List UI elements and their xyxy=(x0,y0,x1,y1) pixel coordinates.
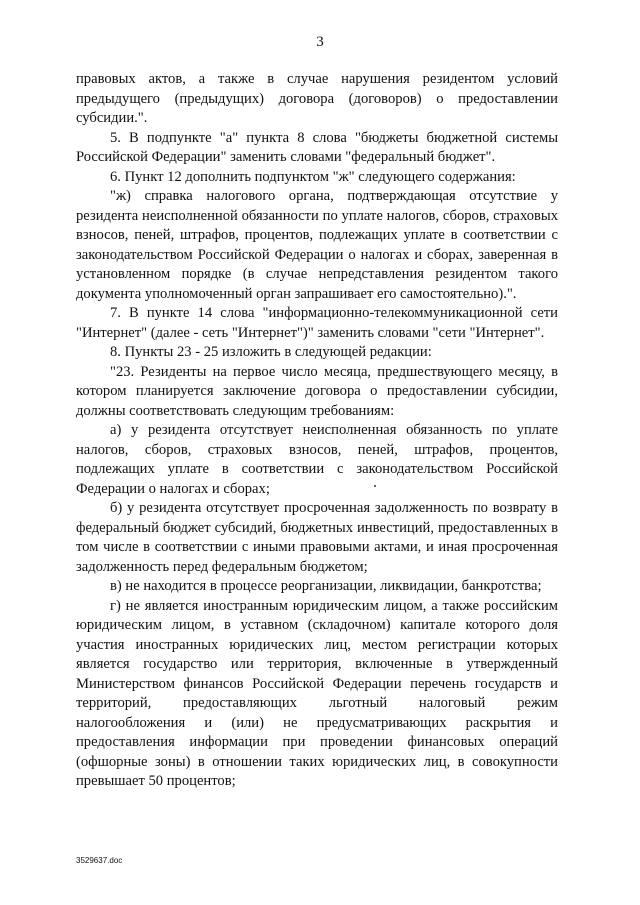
paragraph-requirement-a: а) у резидента отсутствует неисполненная обязанность по уплате налогов, сборов, страховых взносов, пеней, штрафов, процентов, подлежащих уплате в соответствии с законодательством Российской Федерации о налогах и сборах; xyxy=(76,422,558,497)
paragraph-continuation: правовых актов, а также в случае нарушения резидентом условий предыдущего (предыдущих) договора (договоров) о предоставлении субсидии.". xyxy=(76,71,558,126)
document-footer-filename: 3529637.doc xyxy=(76,856,123,865)
paragraph-subitem-zh: "ж) справка налогового органа, подтверждающая отсутствие у резидента неисполненной обязанности по уплате налогов, сборов, страховых взносов, пеней, штрафов, процентов, подлежащих уплате в соответствии с законодательством Российской Федерации о налогах и сборах, заверенная в установленном порядке (в случае непредставления резидентом такого документа уполномоченный орган запрашивает его самостоятельно).". xyxy=(76,188,558,302)
paragraph-clause-23: "23. Резиденты на первое число месяца, предшествующего месяцу, в котором планируется заключение договора о предоставлении субсидии, должны соответствовать следующим требованиям: xyxy=(76,363,558,419)
paragraph-requirement-b: б) у резидента отсутствует просроченная задолженность по возврату в федеральный бюджет субсидий, бюджетных инвестиций, предоставленных в том числе в соответствии с иными правовыми актами, и иная просроченная задолженность перед федеральным бюджетом; xyxy=(76,500,558,575)
paragraph-item-8: 8. Пункты 23 - 25 изложить в следующей редакции: xyxy=(110,344,432,360)
paragraph-requirement-g: г) не является иностранным юридическим лицом, а также российским юридическим лицом, в уставном (складочном) капитале которого доля участия иностранных юридических лиц, местом регистрации которых является государство или территория, включенные в утвержденный Министерством финансов Российской Федерации перечень государств и территорий, предоставляющих льготный налоговый режим налогообложения и (или) не предусматривающих раскрытия и предоставления информации при проведении финансовых операций (офшорные зоны) в отношении таких юридических лиц, в совокупности превышает 50 процентов; xyxy=(76,597,558,789)
paragraph-item-5: 5. В подпункте "а" пункта 8 слова "бюджеты бюджетной системы Российской Федерации" заменить словами "федеральный бюджет". xyxy=(76,129,558,165)
document-body xyxy=(76,70,558,792)
paragraph-item-6: 6. Пункт 12 дополнить подпунктом "ж" следующего содержания: xyxy=(110,168,516,185)
paragraph-requirement-v: в) не находится в процессе реорганизации, ликвидации, банкротства; xyxy=(110,578,542,594)
scan-speck xyxy=(374,485,376,487)
paragraph-item-7: 7. В пункте 14 слова "информационно-телекоммуникационной сети "Интернет" (далее - сеть "Интернет")" заменить словами "сети "Интернет". xyxy=(76,305,558,341)
page-number: 3 xyxy=(316,34,324,50)
